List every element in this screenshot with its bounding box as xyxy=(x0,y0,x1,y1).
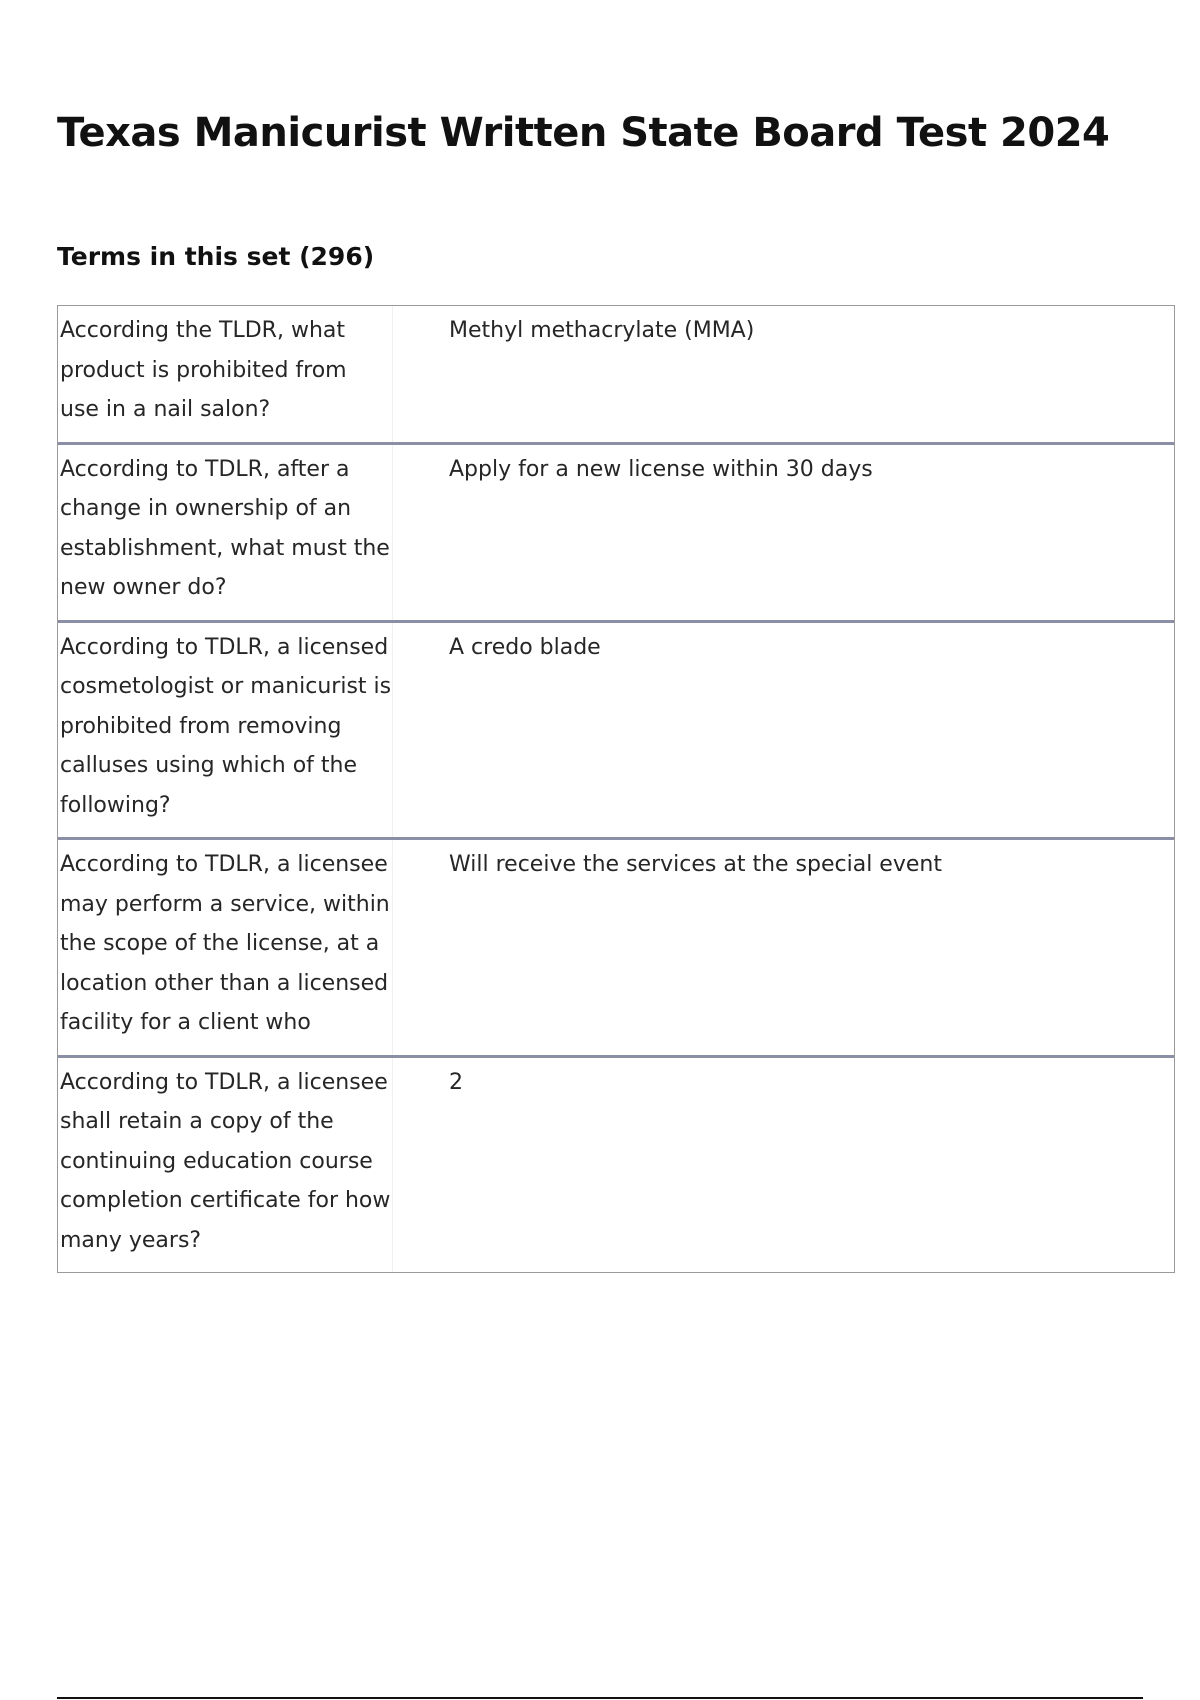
table-row xyxy=(58,623,1174,841)
term-answer: A credo blade xyxy=(449,634,601,660)
table-row xyxy=(58,306,1174,445)
term-question: According to TDLR, after a change in ownership of an establishment, what must the new owner do? xyxy=(58,445,393,620)
term-answer: Apply for a new license within 30 days xyxy=(449,456,873,482)
term-answer: Will receive the services at the special event xyxy=(449,852,942,877)
table-row xyxy=(58,445,1174,623)
term-question: According to TDLR, a licensed cosmetologist or manicurist is prohibited from removing calluses using which of the following? xyxy=(58,623,393,838)
term-answer: 2 xyxy=(449,1069,463,1095)
table-row xyxy=(58,840,1174,1058)
term-question: According to TDLR, a licensee shall retain a copy of the continuing education course completion certificate for how many years? xyxy=(58,1058,393,1273)
term-question: According to TDLR, a licensee may perform a service, within the scope of the license, at a location other than a licensed facility for a client who xyxy=(58,840,393,1055)
term-question: According the TLDR, what product is prohibited from use in a nail salon? xyxy=(58,306,393,442)
page-title: Texas Manicurist Written State Board Test 2024 xyxy=(57,110,1110,156)
table-row xyxy=(58,1058,1174,1273)
terms-table xyxy=(57,305,1175,1273)
footer-divider xyxy=(57,1697,1143,1699)
term-answer: Methyl methacrylate (MMA) xyxy=(449,318,755,343)
terms-count-heading: Terms in this set (296) xyxy=(57,242,375,271)
